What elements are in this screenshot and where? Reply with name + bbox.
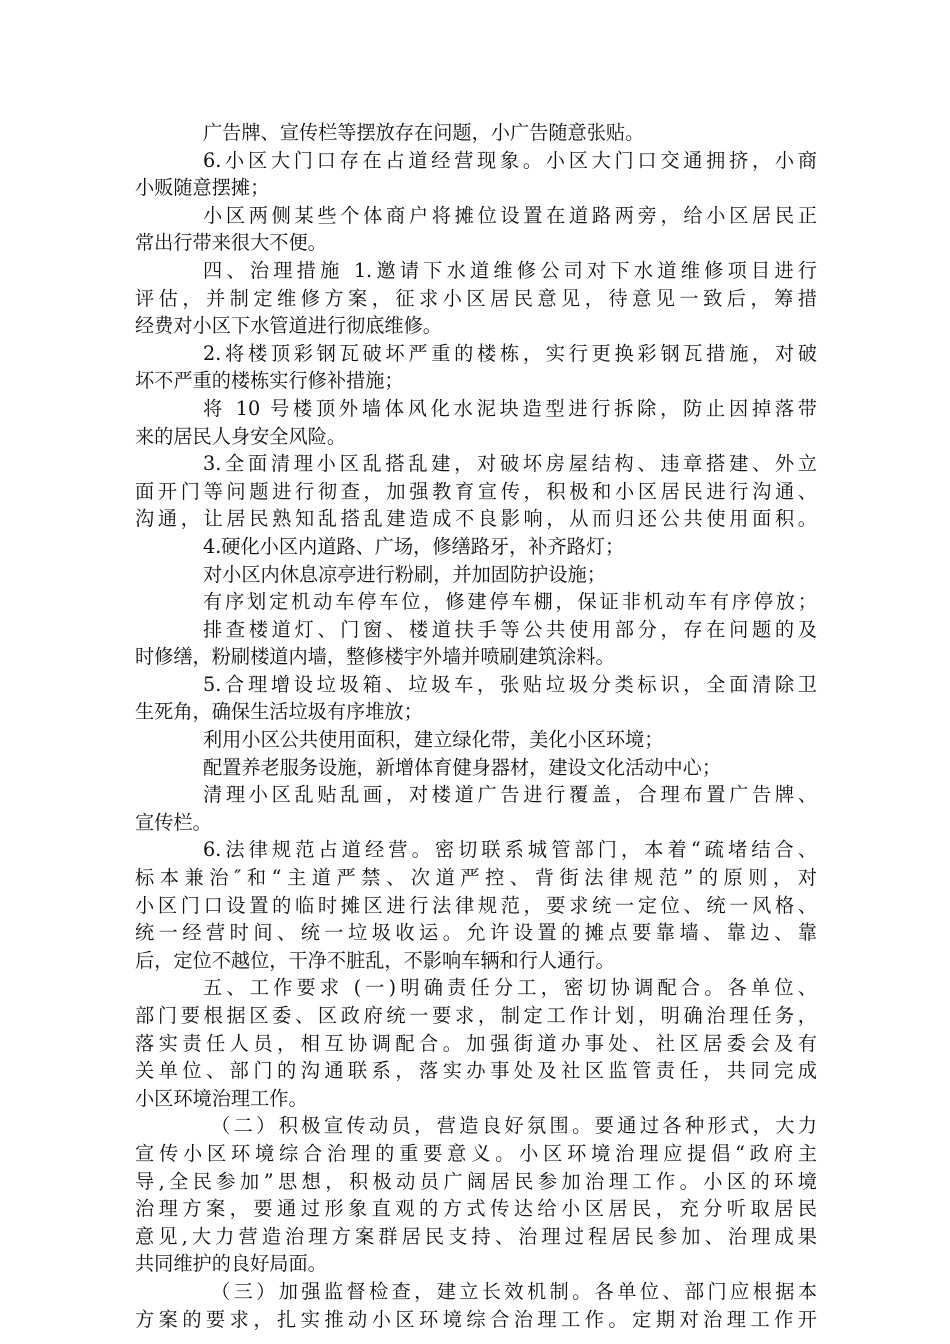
text-line: 面开门等问题进行彻查，加强教育宣传，积极和小区居民进行沟通、 (135, 479, 817, 503)
text-line: 评估，并制定维修方案，征求小区居民意见，待意见一致后，筹措 (135, 286, 817, 310)
text-line: 小区门口设置的临时摊区进行法律规范，要求统一定位、统一风格、 (135, 893, 817, 917)
text-line: 5.合理增设垃圾箱、垃圾车，张贴垃圾分类标识，全面清除卫 (203, 672, 817, 696)
text-line: 部门要根据区委、区政府统一要求，制定工作计划，明确治理任务， (135, 1004, 817, 1027)
text-line: 五、工作要求 (一)明确责任分工，密切协调配合。各单位、 (203, 976, 817, 1000)
text-line: 方案的要求，扎实推动小区环境综合治理工作。定期对治理工作开 (135, 1307, 817, 1331)
text-line: 时修缮，粉刷楼道内墙，整修楼宇外墙并喷刷建筑涂料。 (135, 645, 615, 669)
text-line: 广告牌、宣传栏等摆放存在问题，小广告随意张贴。 (203, 121, 645, 144)
text-line: 坏不严重的楼栋实行修补措施； (135, 369, 404, 393)
text-line: 有序划定机动车停车位，修建停车棚，保证非机动车有序停放； (203, 590, 817, 614)
text-line: 常出行带来很大不便。 (135, 231, 327, 255)
text-line: 四、治理措施 1.邀请下水道维修公司对下水道维修项目进行 (203, 258, 817, 282)
text-line: 4.硬化小区内道路、广场，修缮路牙，补齐路灯； (203, 534, 625, 558)
text-line: （三）加强监督检查，建立长效机制。各单位、部门应根据本 (211, 1279, 817, 1303)
text-line: 将 10 号楼顶外墙体风化水泥块造型进行拆除，防止因掉落带 (203, 396, 817, 420)
text-line: 3.全面清理小区乱搭乱建，对破坏房屋结构、违章搭建、外立 (203, 452, 817, 476)
text-line: 标本兼治″和“主道严禁、次道严控、背街法律规范”的原则，对 (135, 866, 817, 890)
text-line: 统一经营时间、统一垃圾收运。允许设置的摊点要靠墙、靠边、靠 (135, 921, 817, 945)
text-line: 清理小区乱贴乱画，对楼道广告进行覆盖，合理布置广告牌、 (203, 783, 817, 807)
document-body (135, 119, 817, 1333)
text-line: 6.法律规范占道经营。密切联系城管部门，本着“疏堵结合、 (203, 838, 817, 862)
text-line: 2.将楼顶彩钢瓦破坏严重的楼栋，实行更换彩钢瓦措施，对破 (203, 341, 817, 365)
text-line: 小区环境治理工作。 (135, 1086, 308, 1110)
text-line: 共同维护的良好局面。 (135, 1252, 327, 1276)
text-line: 对小区内休息凉亭进行粉刷，并加固防护设施； (203, 562, 606, 586)
text-line: 导,全民参加”思想，积极动员广阔居民参加治理工作。小区的环境 (135, 1169, 817, 1193)
text-line: 利用小区公共使用面积，建立绿化带，美化小区环境； (203, 728, 664, 752)
text-line: 治理方案，要通过形象直观的方式传达给小区居民，充分听取居民 (135, 1197, 817, 1221)
text-line: 意见,大力营造治理方案群居民支持、治理过程居民参加、治理成果 (135, 1224, 817, 1248)
text-line: 配置养老服务设施，新增体育健身器材，建设文化活动中心； (203, 755, 722, 779)
text-line: 来的居民人身安全风险。 (135, 424, 347, 448)
text-line: 关单位、部门的沟通联系，落实办事处及社区监管责任，共同完成 (135, 1059, 817, 1083)
text-line: 小贩随意摆摊； (135, 176, 270, 200)
text-line: 落实责任人员，相互协调配合。加强街道办事处、社区居委会及有 (135, 1031, 817, 1055)
text-line: 6.小区大门口存在占道经营现象。小区大门口交通拥挤，小商 (203, 148, 817, 172)
text-line: 排查楼道灯、门窗、楼道扶手等公共使用部分，存在问题的及 (203, 617, 817, 641)
text-line: （二）积极宣传动员，营造良好氛围。要通过各种形式，大力 (211, 1114, 817, 1138)
text-line: 生死角，确保生活垃圾有序堆放； (135, 700, 423, 724)
text-line: 宣传小区环境综合治理的重要意义。小区环境治理应提倡“政府主 (135, 1141, 817, 1165)
text-line: 沟通，让居民熟知乱搭乱建造成不良影响，从而归还公共使用面积。 (135, 507, 817, 531)
text-line: 经费对小区下水管道进行彻底维修。 (135, 314, 442, 338)
text-line: 后，定位不越位，干净不脏乱，不影响车辆和行人通行。 (135, 948, 615, 972)
text-line: 小区两侧某些个体商户将摊位设置在道路两旁，给小区居民正 (203, 203, 817, 227)
text-line: 宣传栏。 (135, 810, 212, 834)
